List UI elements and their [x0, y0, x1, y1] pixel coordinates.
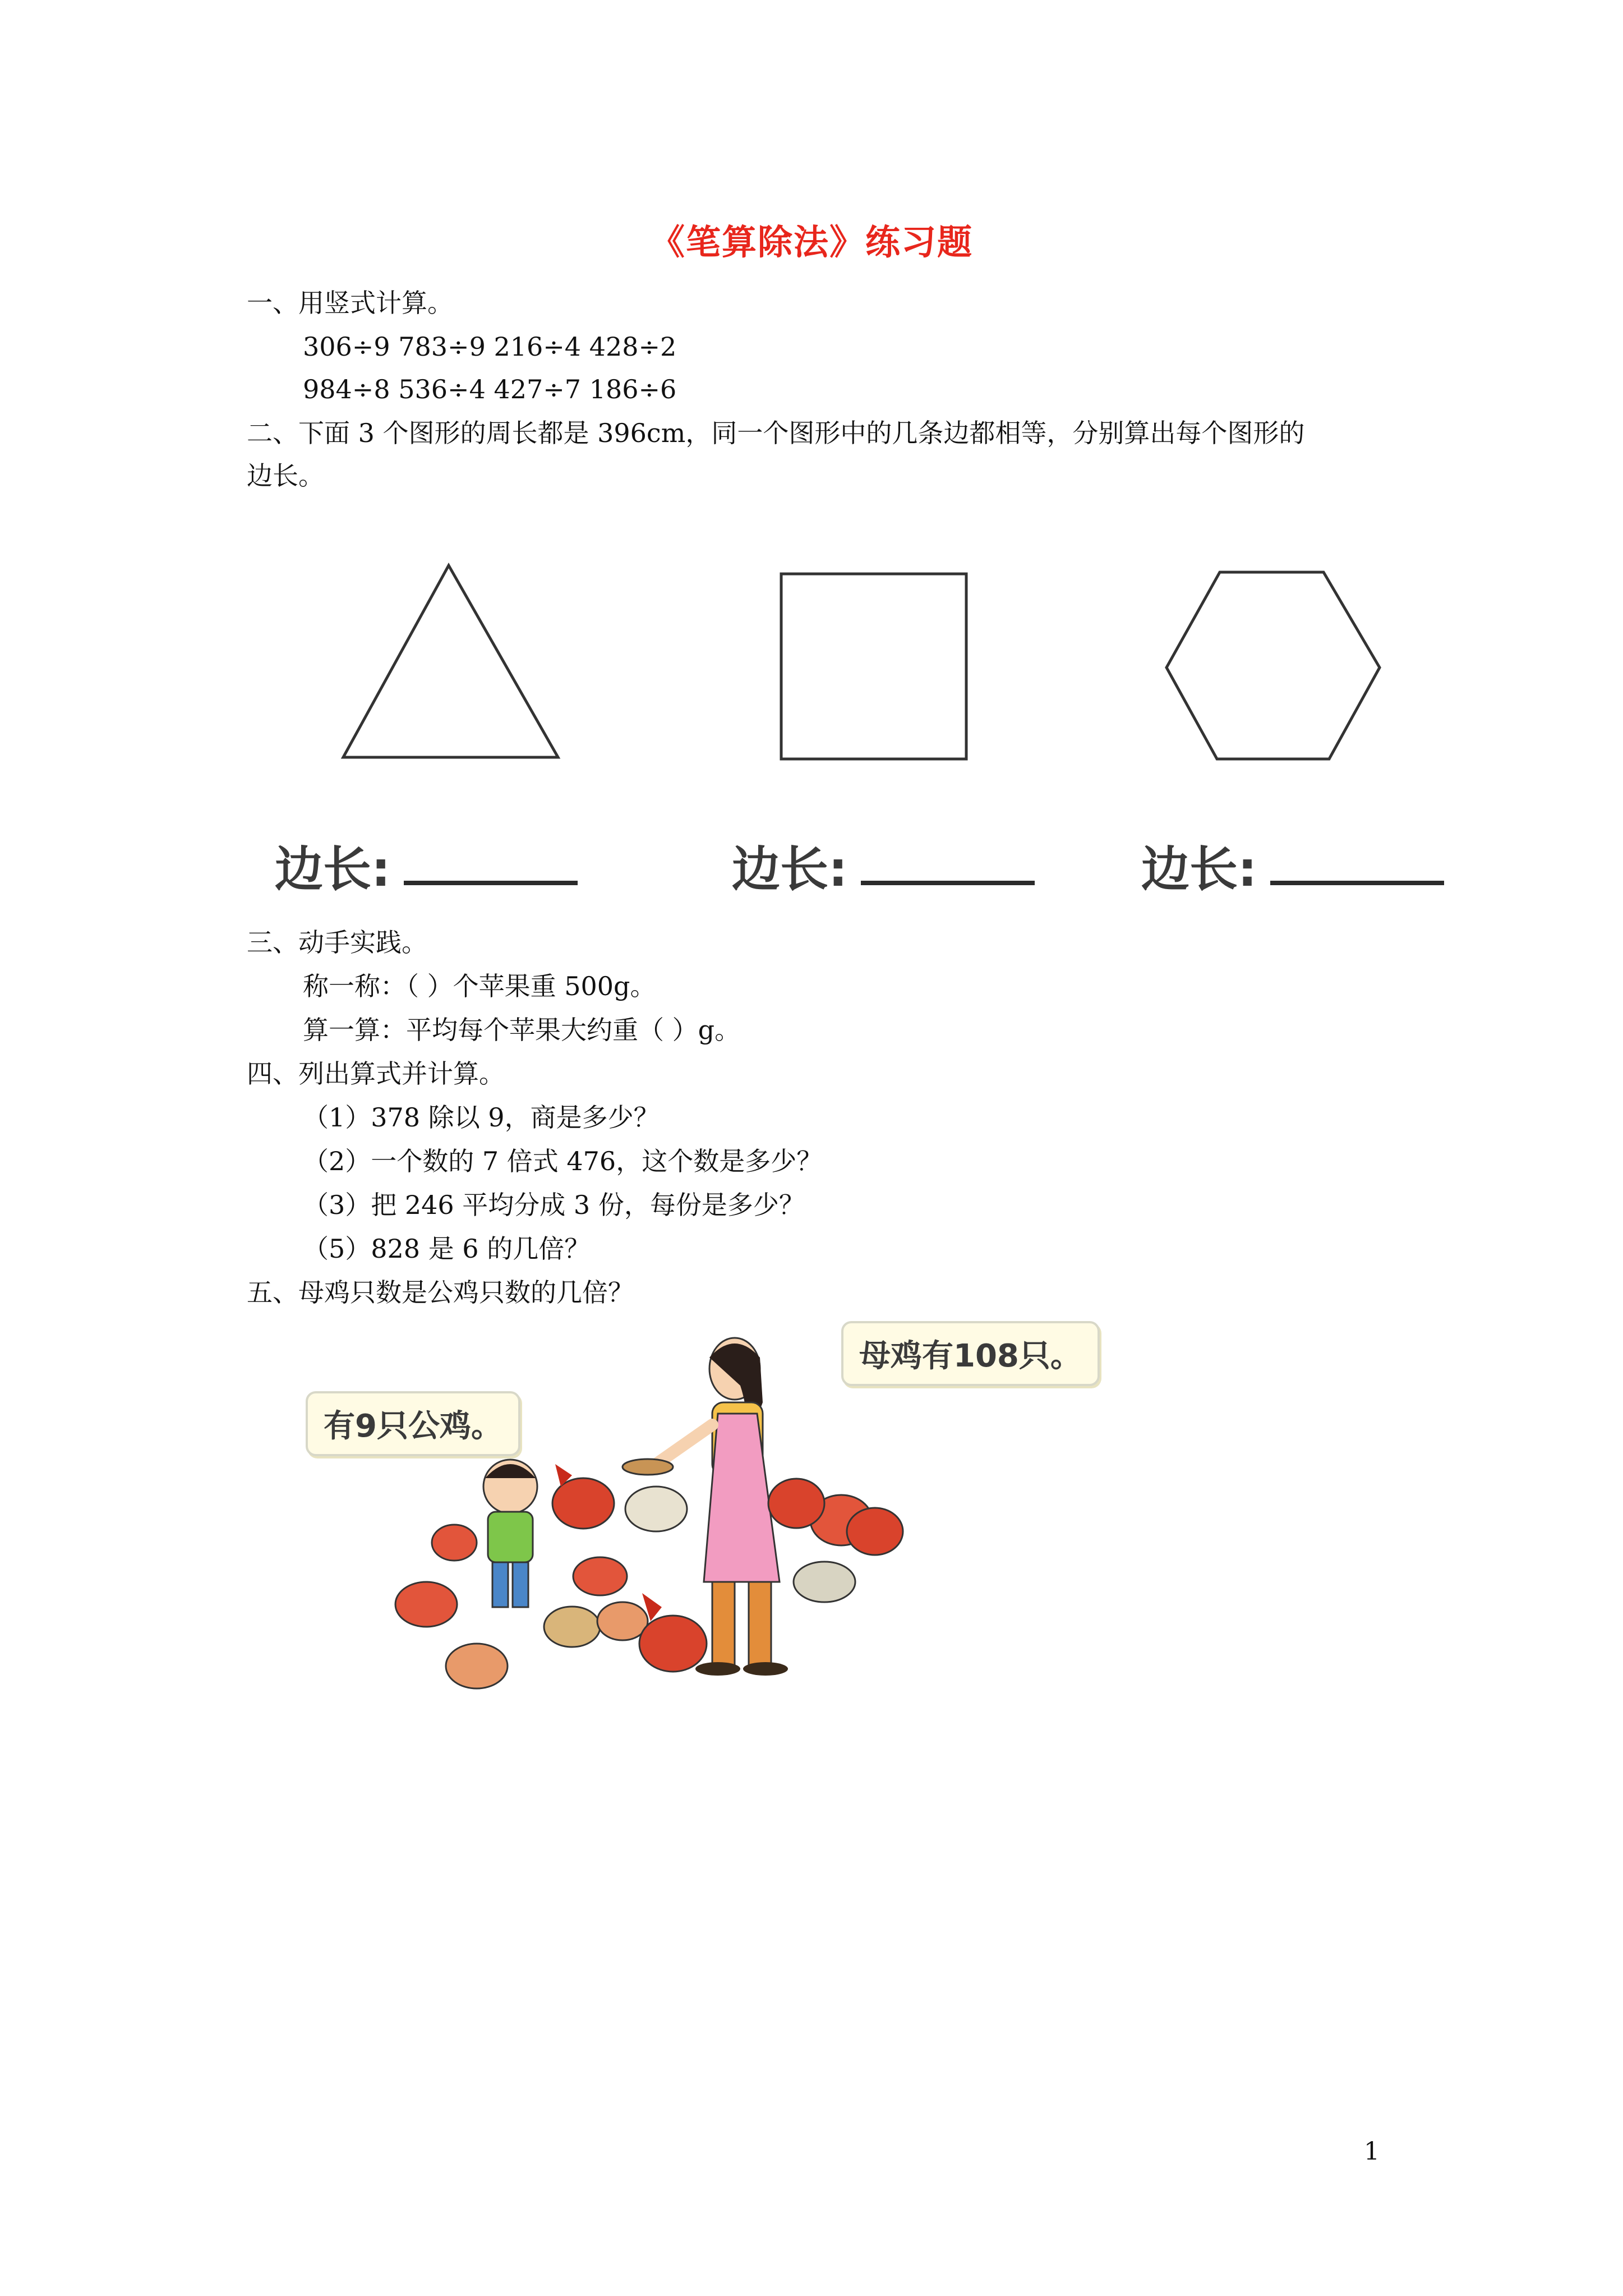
section4-item-2: （2）一个数的 7 倍式 476，这个数是多少？	[303, 1146, 823, 1176]
answer-blank-triangle	[404, 881, 578, 885]
farm-illustration	[393, 1318, 953, 1722]
edge-label-hexagon: 边长:	[1141, 841, 1257, 898]
page-title: 《笔算除法》练习题	[649, 222, 973, 263]
section4-item-1: （1）378 除以 9，商是多少？	[303, 1102, 660, 1133]
answer-blank-hexagon	[1270, 881, 1444, 885]
section3-heading: 三、动手实践。	[247, 927, 427, 958]
page-number: 1	[1364, 2137, 1380, 2166]
answer-blank-square	[861, 881, 1035, 885]
section1-row2: 984÷8 536÷4 427÷7 186÷6	[303, 374, 677, 404]
triangle-shape	[336, 561, 566, 763]
section5-heading: 五、母鸡只数是公鸡只数的几倍？	[247, 1277, 634, 1308]
edge-label-square: 边长:	[732, 841, 848, 898]
square-shape	[777, 569, 973, 766]
boy-speech-bubble: 有9只公鸡。	[306, 1391, 520, 1456]
boy-figure	[483, 1460, 537, 1607]
section2-heading: 二、下面 3 个图形的周长都是 396cm，同一个图形中的几条边都相等，分别算出每个图形的	[247, 418, 1305, 448]
section1-heading: 一、用竖式计算。	[247, 288, 453, 318]
section4-item-5: （5）828 是 6 的几倍？	[303, 1234, 591, 1264]
section4-item-3: （3）把 246 平均分成 3 份，每份是多少？	[303, 1190, 805, 1220]
section1-row1: 306÷9 783÷9 216÷4 428÷2	[303, 332, 677, 362]
section3-line1: 称一称：（ ）个苹果重 500g。	[303, 971, 656, 1001]
section3-line2: 算一算：平均每个苹果大约重（ ）g。	[303, 1015, 741, 1045]
edge-label-triangle: 边长:	[275, 841, 391, 898]
hexagon-shape	[1161, 567, 1385, 763]
section4-heading: 四、列出算式并计算。	[247, 1059, 505, 1089]
section2-heading-cont: 边长。	[247, 461, 324, 491]
woman-speech-bubble: 母鸡有108只。	[841, 1321, 1100, 1386]
